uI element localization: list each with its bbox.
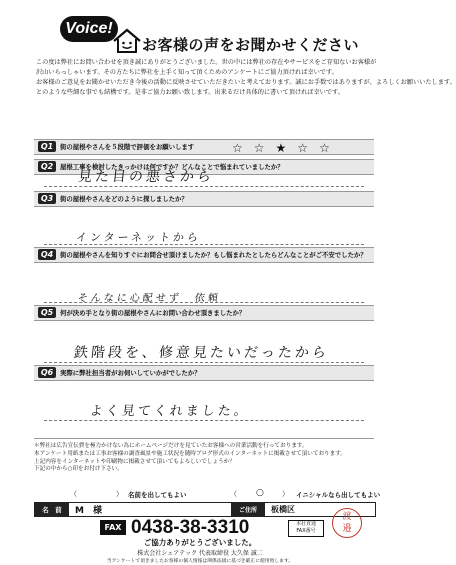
question-text: 屋根工事を検討したきっかけは何ですか？どんなことで悩まれていましたか？ — [60, 163, 284, 171]
intro-line: とのような些細な事でも結構です。是非ご協力お願い致します。出来るだけ具体的に書いて頂ければ幸いです。 — [36, 89, 344, 96]
question-number: Q4 — [38, 249, 56, 260]
name-seal-stamp — [332, 508, 362, 538]
question-text: 街の屋根やさんを知りすぐにお問合せ頂けましたか？もし悩まれたとしたらどんなことがご不安でしたか？ — [60, 251, 367, 259]
publish-permission-row — [34, 488, 381, 500]
question-text: 何が決め手となり街の屋根やさんにお問い合わせ頂きましたか？ — [60, 309, 246, 317]
star-icon: ☆ — [319, 141, 341, 155]
answer-line — [44, 302, 364, 303]
question-number: Q6 — [38, 367, 56, 378]
note-line: ＊弊社は広告宣伝費を極力かけない為にホームページだけを見ていたお客様への営業活動を行っております。 — [34, 443, 308, 449]
star-icon: ☆ — [232, 141, 254, 155]
question-number: Q2 — [38, 161, 56, 172]
fax-note-line: 本社直通 — [295, 521, 316, 527]
notes — [34, 443, 374, 474]
page-title: お客様の声をお聞かせください — [142, 36, 360, 54]
company-text: 株式会社シェアテック 代表取締役 大久保 誠二 — [137, 550, 263, 557]
star-icon: ☆ — [253, 141, 276, 155]
fax-label: FAX — [100, 520, 126, 535]
handwritten-answer: 見た目の悪さから — [77, 169, 215, 185]
question-text: 実際に弊社担当者がお伺いしていかがでしたか？ — [60, 369, 201, 377]
answer-line — [44, 362, 364, 363]
intro-text — [36, 58, 456, 98]
privacy-text: 当アンケートで頂きましたお客様の個人情報は関係法規に基づき厳正に使用致します。 — [106, 559, 294, 564]
intro-line: この度は弊社にお問い合わせを頂き誠にありがとうございました。世の中には弊社の存在やサービスをご存知ないお客様が — [36, 59, 377, 66]
address-value: 板橋区 — [271, 505, 295, 514]
fax-note-line: FAX番号 — [296, 528, 316, 534]
paren-close: ） — [282, 490, 289, 498]
address-label: ご住所 — [231, 503, 265, 516]
question-number: Q1 — [38, 141, 56, 152]
note-line: 下記の中から○印をお付け下さい。 — [34, 466, 123, 473]
seal-char: 渡 — [342, 512, 352, 522]
star-rating — [232, 141, 341, 155]
section-divider — [34, 438, 374, 439]
note-line: 本アンケート用紙または工事お客様の調査風景や施工状況を随時ブログ形式のインターネットに掲載させて頂いております。 — [34, 450, 346, 457]
seal-char: 邉 — [342, 524, 352, 534]
answer-line — [44, 186, 364, 187]
name-label: 名 前 — [35, 503, 69, 516]
paren-open: （ — [230, 490, 237, 498]
option-initial-ok: イニシャルなら出してもよい — [296, 491, 381, 499]
fax-number: 0438-38-3310 — [131, 517, 250, 538]
fax-note — [288, 520, 324, 537]
question-text: 街の屋根やさんをどのように探しましたか？ — [60, 195, 188, 203]
circle-mark: ○ — [256, 488, 264, 498]
intro-line: 沢山いらっしゃいます。その方たちに弊社を上手く知って頂くためのアンケートにご協力頂ければ幸いです。 — [36, 69, 338, 76]
voice-badge: Voice! — [60, 16, 118, 42]
star-icon: ★ — [275, 141, 298, 155]
note-line: 上記内容をインターネットや印刷物に掲載させて頂いてもよろしいでしょうか？ — [34, 458, 235, 465]
paren-close: ） — [116, 490, 123, 498]
handwritten-answer: そんなに心配せず 依頼 — [77, 293, 222, 304]
paren-open: （ — [70, 490, 77, 498]
answer-line — [44, 244, 364, 245]
question-number: Q3 — [38, 193, 56, 204]
star-icon: ☆ — [297, 141, 320, 155]
question-text: 街の屋根やさんを５段階で評価をお願いします — [60, 143, 195, 151]
question-number: Q5 — [38, 307, 56, 318]
handwritten-answer: 鉄階段を、修意見たいだったから — [73, 345, 330, 361]
name-value: M 様 — [75, 506, 102, 516]
handwritten-answer: よく見てくれました。 — [89, 404, 251, 419]
house-icon — [112, 28, 142, 54]
option-name-ok: 名前を出してもよい — [128, 491, 187, 499]
handwritten-answer: インターネットから — [75, 231, 202, 244]
answer-line — [44, 420, 364, 421]
intro-line: お客様のご意見をお聞かせいただき今後の活動に反映させていただきたいと考えております。誠にお手数ではありますが、よろしくお願いいたします。 — [36, 79, 456, 86]
customer-info-box — [34, 502, 376, 517]
thanks-text: ご協力ありがとうございました。 — [143, 538, 257, 547]
